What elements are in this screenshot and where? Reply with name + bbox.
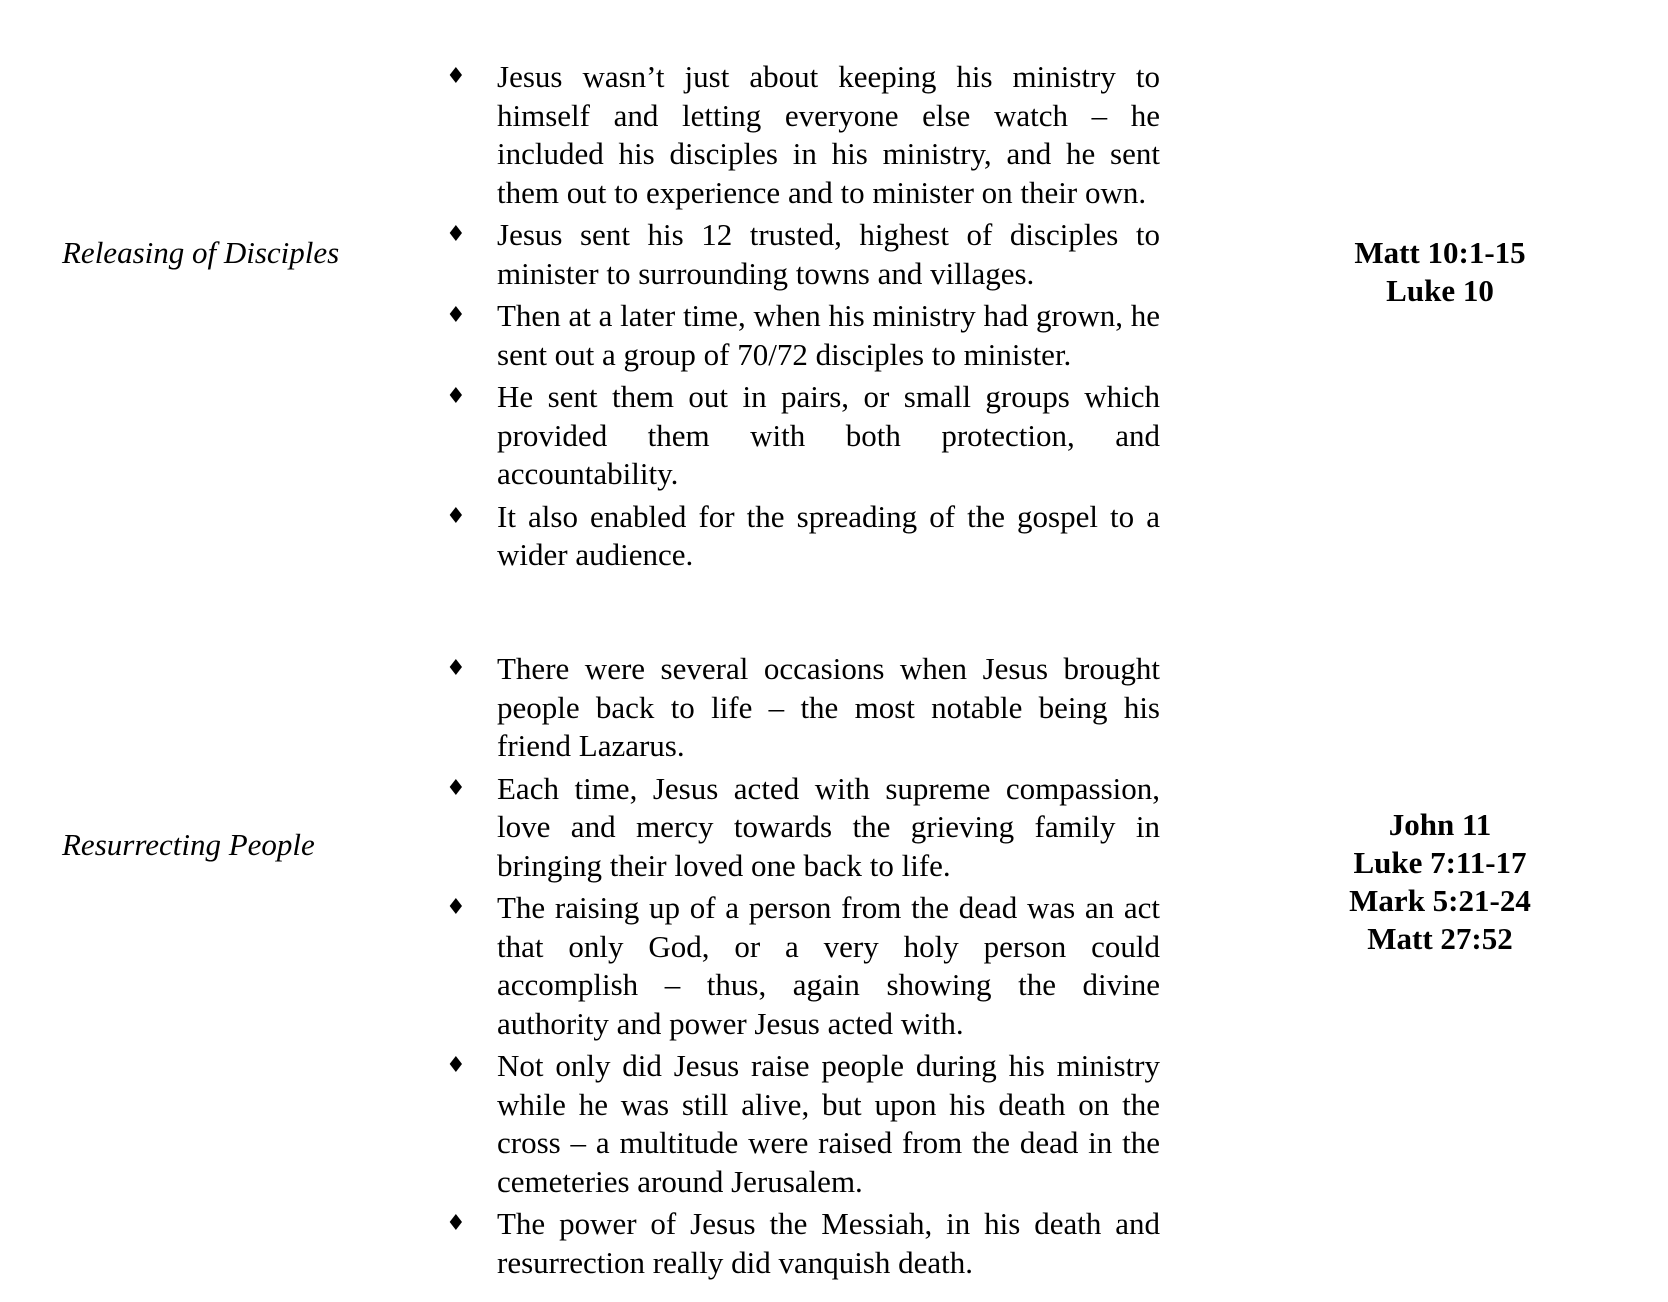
scripture-reference: Matt 10:1-15 — [1354, 235, 1526, 270]
diamond-bullet-icon: ♦ — [446, 775, 466, 801]
bullet-text: It also enabled for the spreading of the gospel to a wider audience. — [497, 498, 1160, 572]
bullet-text: The power of Jesus the Messiah, in his death and resurrection really did vanquish death. — [497, 1206, 1160, 1280]
bullet-list — [440, 58, 1160, 579]
diamond-bullet-icon: ♦ — [446, 503, 466, 529]
list-item — [440, 889, 1160, 1043]
scripture-reference: Luke 10 — [1386, 273, 1494, 308]
diamond-bullet-icon: ♦ — [446, 1053, 466, 1078]
list-item — [440, 1047, 1160, 1201]
diamond-bullet-icon: ♦ — [446, 64, 466, 89]
diamond-bullet-icon: ♦ — [446, 384, 466, 409]
scripture-reference: Mark 5:21-24 — [1349, 883, 1531, 918]
bullet-text: Jesus sent his 12 trusted, highest of disciples to minister to surrounding towns and villages. — [497, 217, 1160, 291]
scripture-reference: Luke 7:11-17 — [1353, 845, 1527, 880]
list-item — [440, 770, 1160, 886]
list-item — [440, 378, 1160, 494]
diamond-bullet-icon: ♦ — [446, 222, 466, 247]
list-item — [440, 650, 1160, 766]
bullet-text: Each time, Jesus acted with supreme compassion, love and mercy towards the grieving family in bringing their loved one back to life. — [497, 770, 1160, 883]
list-item — [440, 297, 1160, 374]
bullet-text: He sent them out in pairs, or small groups which provided them with both protection, and accountability. — [497, 379, 1160, 491]
bullet-text: Then at a later time, when his ministry had grown, he sent out a group of 70/72 disciples to minister. — [497, 298, 1160, 372]
diamond-bullet-icon: ♦ — [446, 656, 466, 681]
bullet-text: Jesus wasn’t just about keeping his ministry to himself and letting everyone else watch – he included his disciples in his ministry, and he sent them out to experience and to minister on their own. — [497, 59, 1160, 210]
scripture-reference: John 11 — [1388, 807, 1492, 842]
bullet-text: There were several occasions when Jesus brought people back to life – the most notable being his friend Lazarus. — [497, 651, 1160, 763]
diamond-bullet-icon: ♦ — [446, 303, 466, 328]
list-item — [440, 58, 1160, 212]
bullet-list — [440, 650, 1160, 1286]
topic-label: Releasing of Disciples — [62, 235, 340, 270]
diamond-bullet-icon: ♦ — [446, 1211, 466, 1236]
scripture-references — [1300, 234, 1580, 310]
scripture-reference: Matt 27:52 — [1367, 921, 1513, 956]
scripture-references — [1300, 806, 1580, 958]
diamond-bullet-icon: ♦ — [446, 895, 466, 920]
topic-label: Resurrecting People — [62, 827, 315, 862]
list-item — [440, 1205, 1160, 1282]
bullet-text: Not only did Jesus raise people during his ministry while he was still alive, but upon his death on the cross – a multitude were raised from the dead in the cemeteries around Jerusalem. — [497, 1048, 1160, 1199]
list-item — [440, 216, 1160, 293]
bullet-text: The raising up of a person from the dead was an act that only God, or a very holy person could accomplish – thus, again showing the divine authority and power Jesus acted with. — [497, 890, 1160, 1041]
list-item — [440, 498, 1160, 575]
